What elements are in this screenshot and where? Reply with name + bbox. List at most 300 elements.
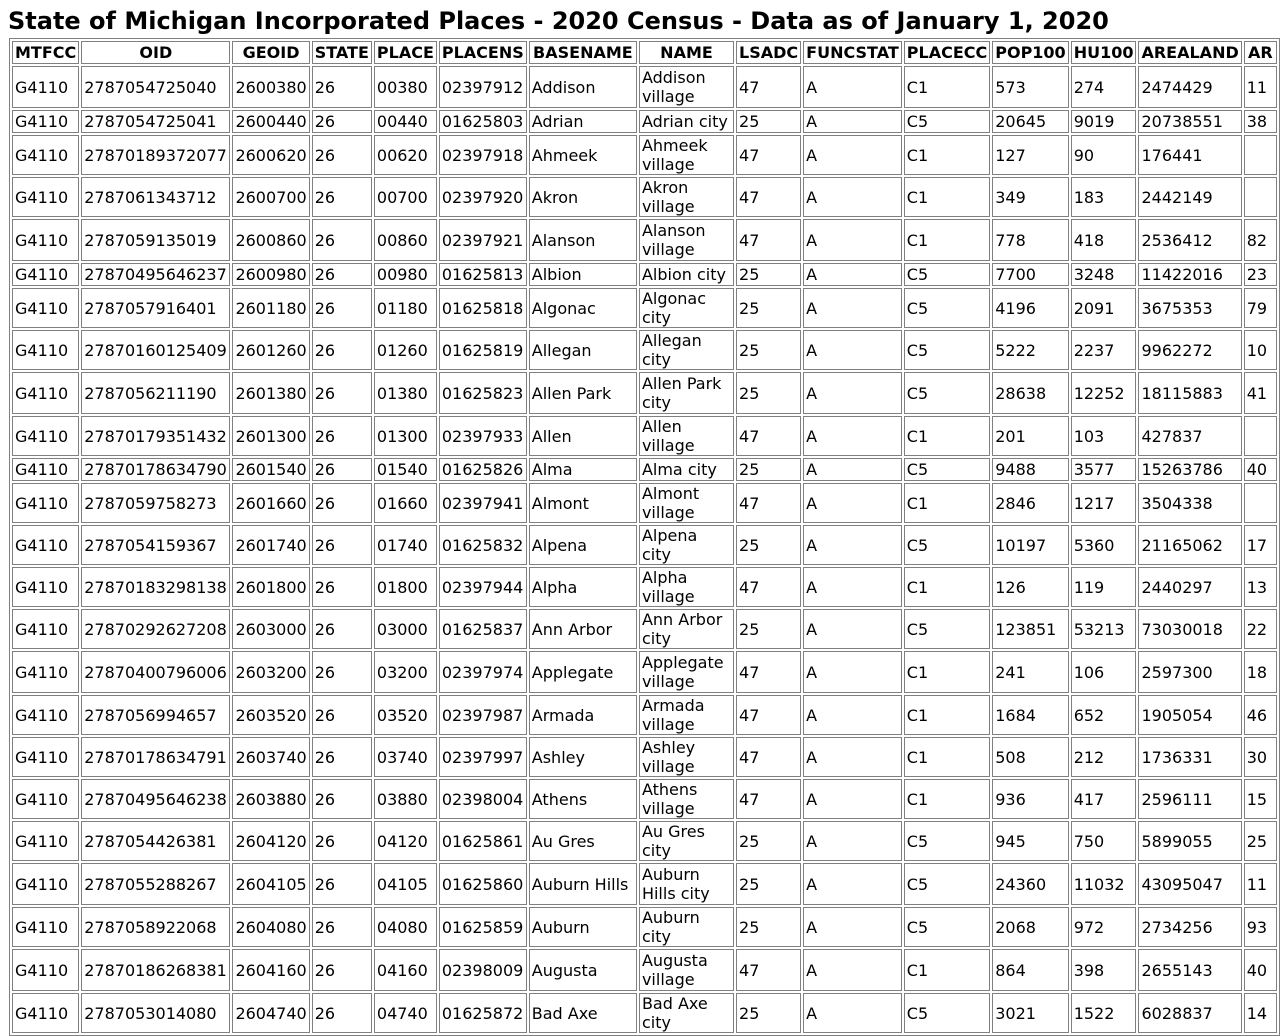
cell-geoid: 2601380 bbox=[232, 372, 309, 414]
cell-pop100: 126 bbox=[992, 567, 1068, 607]
cell-pop100: 123851 bbox=[992, 609, 1068, 649]
cell-mtfcc: G4110 bbox=[12, 737, 79, 777]
column-header-state: STATE bbox=[312, 41, 372, 64]
cell-arealand: 2440297 bbox=[1138, 567, 1241, 607]
cell-placens: 02397933 bbox=[439, 416, 527, 456]
cell-place: 00440 bbox=[374, 110, 437, 133]
cell-placens: 02397941 bbox=[439, 483, 527, 523]
table-row bbox=[12, 949, 1277, 991]
cell-ar: 30 bbox=[1244, 737, 1277, 777]
cell-basename: Adrian bbox=[529, 110, 637, 133]
cell-ar: 14 bbox=[1244, 993, 1277, 1033]
cell-pop100: 1684 bbox=[992, 695, 1068, 735]
cell-place: 01660 bbox=[374, 483, 437, 523]
cell-pop100: 4196 bbox=[992, 288, 1068, 328]
cell-hu100: 183 bbox=[1071, 177, 1137, 217]
cell-name: Adrian city bbox=[639, 110, 734, 133]
cell-lsadc: 47 bbox=[736, 135, 801, 175]
cell-name: Ann Arbor city bbox=[639, 609, 734, 649]
cell-oid: 27870183298138 bbox=[81, 567, 230, 607]
cell-hu100: 106 bbox=[1071, 651, 1137, 693]
cell-geoid: 2601800 bbox=[232, 567, 309, 607]
table-row bbox=[12, 993, 1277, 1033]
cell-ar: 38 bbox=[1244, 110, 1277, 133]
cell-geoid: 2601660 bbox=[232, 483, 309, 523]
cell-state: 26 bbox=[312, 567, 372, 607]
cell-hu100: 103 bbox=[1071, 416, 1137, 456]
cell-placecc: C5 bbox=[904, 863, 990, 905]
cell-arealand: 1905054 bbox=[1138, 695, 1241, 735]
cell-place: 04740 bbox=[374, 993, 437, 1033]
cell-placens: 02397921 bbox=[439, 219, 527, 261]
cell-state: 26 bbox=[312, 372, 372, 414]
cell-ar: 40 bbox=[1244, 458, 1277, 481]
cell-state: 26 bbox=[312, 907, 372, 947]
cell-funcstat: A bbox=[803, 779, 902, 819]
cell-mtfcc: G4110 bbox=[12, 416, 79, 456]
cell-arealand: 15263786 bbox=[1138, 458, 1241, 481]
table-row bbox=[12, 219, 1277, 261]
cell-hu100: 3577 bbox=[1071, 458, 1137, 481]
cell-pop100: 201 bbox=[992, 416, 1068, 456]
cell-name: Ahmeek village bbox=[639, 135, 734, 175]
cell-name: Au Gres city bbox=[639, 821, 734, 861]
cell-placens: 02397997 bbox=[439, 737, 527, 777]
cell-funcstat: A bbox=[803, 458, 902, 481]
cell-arealand: 18115883 bbox=[1138, 372, 1241, 414]
cell-ar: 13 bbox=[1244, 567, 1277, 607]
cell-pop100: 24360 bbox=[992, 863, 1068, 905]
cell-place: 04080 bbox=[374, 907, 437, 947]
table-row bbox=[12, 609, 1277, 649]
cell-mtfcc: G4110 bbox=[12, 651, 79, 693]
cell-ar: 18 bbox=[1244, 651, 1277, 693]
cell-geoid: 2604080 bbox=[232, 907, 309, 947]
cell-mtfcc: G4110 bbox=[12, 993, 79, 1033]
cell-hu100: 53213 bbox=[1071, 609, 1137, 649]
table-row bbox=[12, 135, 1277, 175]
cell-mtfcc: G4110 bbox=[12, 372, 79, 414]
cell-arealand: 2597300 bbox=[1138, 651, 1241, 693]
cell-oid: 2787054725041 bbox=[81, 110, 230, 133]
cell-name: Ashley village bbox=[639, 737, 734, 777]
cell-name: Allen Park city bbox=[639, 372, 734, 414]
cell-lsadc: 47 bbox=[736, 949, 801, 991]
cell-state: 26 bbox=[312, 288, 372, 328]
cell-pop100: 2068 bbox=[992, 907, 1068, 947]
cell-place: 00620 bbox=[374, 135, 437, 175]
cell-name: Alma city bbox=[639, 458, 734, 481]
cell-lsadc: 47 bbox=[736, 651, 801, 693]
cell-funcstat: A bbox=[803, 821, 902, 861]
cell-arealand: 20738551 bbox=[1138, 110, 1241, 133]
cell-geoid: 2603740 bbox=[232, 737, 309, 777]
cell-arealand: 21165062 bbox=[1138, 525, 1241, 565]
cell-name: Addison village bbox=[639, 66, 734, 108]
cell-pop100: 3021 bbox=[992, 993, 1068, 1033]
cell-place: 04160 bbox=[374, 949, 437, 991]
cell-lsadc: 25 bbox=[736, 330, 801, 370]
cell-pop100: 2846 bbox=[992, 483, 1068, 523]
cell-hu100: 398 bbox=[1071, 949, 1137, 991]
cell-basename: Ahmeek bbox=[529, 135, 637, 175]
column-header-arealand: AREALAND bbox=[1138, 41, 1241, 64]
cell-arealand: 176441 bbox=[1138, 135, 1241, 175]
cell-mtfcc: G4110 bbox=[12, 263, 79, 286]
cell-placens: 01625826 bbox=[439, 458, 527, 481]
cell-ar: 10 bbox=[1244, 330, 1277, 370]
cell-lsadc: 47 bbox=[736, 66, 801, 108]
cell-hu100: 1522 bbox=[1071, 993, 1137, 1033]
cell-funcstat: A bbox=[803, 907, 902, 947]
cell-basename: Almont bbox=[529, 483, 637, 523]
cell-place: 04120 bbox=[374, 821, 437, 861]
cell-placens: 01625860 bbox=[439, 863, 527, 905]
cell-mtfcc: G4110 bbox=[12, 135, 79, 175]
cell-place: 01380 bbox=[374, 372, 437, 414]
cell-arealand: 2734256 bbox=[1138, 907, 1241, 947]
cell-oid: 2787058922068 bbox=[81, 907, 230, 947]
cell-ar: 40 bbox=[1244, 949, 1277, 991]
column-header-lsadc: LSADC bbox=[736, 41, 801, 64]
cell-lsadc: 47 bbox=[736, 219, 801, 261]
cell-arealand: 43095047 bbox=[1138, 863, 1241, 905]
cell-ar: 11 bbox=[1244, 66, 1277, 108]
cell-state: 26 bbox=[312, 219, 372, 261]
table-row bbox=[12, 177, 1277, 217]
cell-placecc: C1 bbox=[904, 219, 990, 261]
cell-geoid: 2601180 bbox=[232, 288, 309, 328]
cell-pop100: 936 bbox=[992, 779, 1068, 819]
cell-name: Augusta village bbox=[639, 949, 734, 991]
cell-funcstat: A bbox=[803, 263, 902, 286]
cell-placecc: C5 bbox=[904, 609, 990, 649]
cell-hu100: 418 bbox=[1071, 219, 1137, 261]
cell-funcstat: A bbox=[803, 330, 902, 370]
table-row bbox=[12, 110, 1277, 133]
cell-lsadc: 47 bbox=[736, 416, 801, 456]
cell-geoid: 2604740 bbox=[232, 993, 309, 1033]
cell-place: 01300 bbox=[374, 416, 437, 456]
cell-placecc: C1 bbox=[904, 177, 990, 217]
cell-placens: 02397987 bbox=[439, 695, 527, 735]
cell-state: 26 bbox=[312, 177, 372, 217]
cell-place: 01260 bbox=[374, 330, 437, 370]
cell-hu100: 5360 bbox=[1071, 525, 1137, 565]
table-row bbox=[12, 288, 1277, 328]
cell-name: Bad Axe city bbox=[639, 993, 734, 1033]
cell-geoid: 2603200 bbox=[232, 651, 309, 693]
cell-pop100: 349 bbox=[992, 177, 1068, 217]
cell-name: Algonac city bbox=[639, 288, 734, 328]
cell-mtfcc: G4110 bbox=[12, 288, 79, 328]
cell-oid: 2787061343712 bbox=[81, 177, 230, 217]
cell-mtfcc: G4110 bbox=[12, 110, 79, 133]
cell-placens: 02397918 bbox=[439, 135, 527, 175]
cell-basename: Au Gres bbox=[529, 821, 637, 861]
cell-hu100: 11032 bbox=[1071, 863, 1137, 905]
cell-funcstat: A bbox=[803, 177, 902, 217]
cell-placecc: C1 bbox=[904, 416, 990, 456]
cell-state: 26 bbox=[312, 779, 372, 819]
cell-funcstat: A bbox=[803, 288, 902, 328]
header-row bbox=[12, 41, 1277, 64]
cell-funcstat: A bbox=[803, 525, 902, 565]
cell-name: Alpha village bbox=[639, 567, 734, 607]
cell-geoid: 2603880 bbox=[232, 779, 309, 819]
cell-arealand: 3675353 bbox=[1138, 288, 1241, 328]
cell-placens: 01625803 bbox=[439, 110, 527, 133]
cell-name: Almont village bbox=[639, 483, 734, 523]
cell-basename: Addison bbox=[529, 66, 637, 108]
cell-geoid: 2600700 bbox=[232, 177, 309, 217]
cell-hu100: 9019 bbox=[1071, 110, 1137, 133]
cell-mtfcc: G4110 bbox=[12, 609, 79, 649]
cell-lsadc: 25 bbox=[736, 263, 801, 286]
cell-placecc: C1 bbox=[904, 66, 990, 108]
cell-funcstat: A bbox=[803, 993, 902, 1033]
cell-ar: 46 bbox=[1244, 695, 1277, 735]
cell-lsadc: 25 bbox=[736, 110, 801, 133]
cell-geoid: 2604120 bbox=[232, 821, 309, 861]
cell-arealand: 3504338 bbox=[1138, 483, 1241, 523]
cell-arealand: 2655143 bbox=[1138, 949, 1241, 991]
column-header-place: PLACE bbox=[374, 41, 437, 64]
cell-state: 26 bbox=[312, 737, 372, 777]
cell-oid: 27870179351432 bbox=[81, 416, 230, 456]
cell-geoid: 2600980 bbox=[232, 263, 309, 286]
cell-arealand: 2474429 bbox=[1138, 66, 1241, 108]
cell-lsadc: 25 bbox=[736, 372, 801, 414]
cell-ar bbox=[1244, 483, 1277, 523]
cell-mtfcc: G4110 bbox=[12, 695, 79, 735]
cell-placecc: C5 bbox=[904, 821, 990, 861]
table-row bbox=[12, 567, 1277, 607]
cell-mtfcc: G4110 bbox=[12, 330, 79, 370]
cell-lsadc: 47 bbox=[736, 483, 801, 523]
cell-funcstat: A bbox=[803, 135, 902, 175]
cell-place: 00700 bbox=[374, 177, 437, 217]
cell-basename: Auburn bbox=[529, 907, 637, 947]
cell-mtfcc: G4110 bbox=[12, 907, 79, 947]
cell-lsadc: 25 bbox=[736, 458, 801, 481]
cell-ar: 15 bbox=[1244, 779, 1277, 819]
cell-placecc: C5 bbox=[904, 288, 990, 328]
cell-funcstat: A bbox=[803, 651, 902, 693]
cell-basename: Alpena bbox=[529, 525, 637, 565]
cell-ar: 17 bbox=[1244, 525, 1277, 565]
cell-geoid: 2601260 bbox=[232, 330, 309, 370]
column-header-basename: BASENAME bbox=[529, 41, 637, 64]
cell-basename: Allen bbox=[529, 416, 637, 456]
table-row bbox=[12, 525, 1277, 565]
cell-state: 26 bbox=[312, 525, 372, 565]
cell-lsadc: 25 bbox=[736, 525, 801, 565]
table-row bbox=[12, 330, 1277, 370]
cell-place: 04105 bbox=[374, 863, 437, 905]
cell-place: 03740 bbox=[374, 737, 437, 777]
table-row bbox=[12, 651, 1277, 693]
cell-basename: Albion bbox=[529, 263, 637, 286]
cell-placens: 02397974 bbox=[439, 651, 527, 693]
cell-name: Auburn Hills city bbox=[639, 863, 734, 905]
cell-oid: 27870495646238 bbox=[81, 779, 230, 819]
cell-oid: 2787057916401 bbox=[81, 288, 230, 328]
cell-geoid: 2603000 bbox=[232, 609, 309, 649]
cell-lsadc: 47 bbox=[736, 177, 801, 217]
column-header-hu100: HU100 bbox=[1071, 41, 1137, 64]
cell-pop100: 20645 bbox=[992, 110, 1068, 133]
cell-pop100: 778 bbox=[992, 219, 1068, 261]
cell-name: Auburn city bbox=[639, 907, 734, 947]
cell-basename: Athens bbox=[529, 779, 637, 819]
cell-ar: 23 bbox=[1244, 263, 1277, 286]
cell-state: 26 bbox=[312, 263, 372, 286]
cell-ar: 11 bbox=[1244, 863, 1277, 905]
cell-placens: 01625813 bbox=[439, 263, 527, 286]
cell-state: 26 bbox=[312, 949, 372, 991]
cell-pop100: 9488 bbox=[992, 458, 1068, 481]
cell-hu100: 119 bbox=[1071, 567, 1137, 607]
table-row bbox=[12, 737, 1277, 777]
cell-hu100: 2091 bbox=[1071, 288, 1137, 328]
column-header-name: NAME bbox=[639, 41, 734, 64]
cell-placecc: C5 bbox=[904, 907, 990, 947]
cell-place: 01800 bbox=[374, 567, 437, 607]
cell-pop100: 127 bbox=[992, 135, 1068, 175]
cell-geoid: 2601300 bbox=[232, 416, 309, 456]
cell-placens: 01625823 bbox=[439, 372, 527, 414]
cell-place: 01740 bbox=[374, 525, 437, 565]
cell-placecc: C1 bbox=[904, 737, 990, 777]
places-table bbox=[9, 38, 1280, 1036]
cell-oid: 2787054426381 bbox=[81, 821, 230, 861]
cell-funcstat: A bbox=[803, 609, 902, 649]
cell-placens: 02398004 bbox=[439, 779, 527, 819]
cell-name: Akron village bbox=[639, 177, 734, 217]
table-row bbox=[12, 263, 1277, 286]
cell-mtfcc: G4110 bbox=[12, 458, 79, 481]
cell-basename: Bad Axe bbox=[529, 993, 637, 1033]
cell-basename: Armada bbox=[529, 695, 637, 735]
cell-oid: 2787053014080 bbox=[81, 993, 230, 1033]
cell-pop100: 10197 bbox=[992, 525, 1068, 565]
cell-basename: Allen Park bbox=[529, 372, 637, 414]
cell-state: 26 bbox=[312, 458, 372, 481]
table-body bbox=[12, 66, 1277, 1033]
cell-arealand: 1736331 bbox=[1138, 737, 1241, 777]
cell-ar: 82 bbox=[1244, 219, 1277, 261]
cell-state: 26 bbox=[312, 135, 372, 175]
cell-hu100: 417 bbox=[1071, 779, 1137, 819]
cell-lsadc: 25 bbox=[736, 609, 801, 649]
cell-arealand: 2596111 bbox=[1138, 779, 1241, 819]
cell-placens: 02397920 bbox=[439, 177, 527, 217]
column-header-placens: PLACENS bbox=[439, 41, 527, 64]
cell-placecc: C5 bbox=[904, 263, 990, 286]
cell-lsadc: 47 bbox=[736, 737, 801, 777]
cell-placecc: C5 bbox=[904, 110, 990, 133]
cell-pop100: 508 bbox=[992, 737, 1068, 777]
cell-basename: Algonac bbox=[529, 288, 637, 328]
cell-state: 26 bbox=[312, 863, 372, 905]
table-row bbox=[12, 863, 1277, 905]
cell-oid: 2787054159367 bbox=[81, 525, 230, 565]
cell-funcstat: A bbox=[803, 110, 902, 133]
cell-basename: Auburn Hills bbox=[529, 863, 637, 905]
cell-hu100: 90 bbox=[1071, 135, 1137, 175]
column-header-ar: AR bbox=[1244, 41, 1277, 64]
table-row bbox=[12, 907, 1277, 947]
cell-name: Allen village bbox=[639, 416, 734, 456]
cell-arealand: 11422016 bbox=[1138, 263, 1241, 286]
cell-basename: Augusta bbox=[529, 949, 637, 991]
cell-funcstat: A bbox=[803, 695, 902, 735]
cell-state: 26 bbox=[312, 416, 372, 456]
cell-place: 01180 bbox=[374, 288, 437, 328]
cell-funcstat: A bbox=[803, 416, 902, 456]
table-row bbox=[12, 695, 1277, 735]
cell-arealand: 6028837 bbox=[1138, 993, 1241, 1033]
cell-pop100: 945 bbox=[992, 821, 1068, 861]
cell-oid: 27870178634791 bbox=[81, 737, 230, 777]
cell-oid: 27870189372077 bbox=[81, 135, 230, 175]
table-row bbox=[12, 458, 1277, 481]
cell-arealand: 73030018 bbox=[1138, 609, 1241, 649]
cell-hu100: 212 bbox=[1071, 737, 1137, 777]
cell-oid: 27870292627208 bbox=[81, 609, 230, 649]
cell-geoid: 2601740 bbox=[232, 525, 309, 565]
cell-oid: 2787056211190 bbox=[81, 372, 230, 414]
table-row bbox=[12, 416, 1277, 456]
cell-state: 26 bbox=[312, 110, 372, 133]
cell-oid: 27870160125409 bbox=[81, 330, 230, 370]
cell-pop100: 7700 bbox=[992, 263, 1068, 286]
cell-lsadc: 25 bbox=[736, 821, 801, 861]
table-row bbox=[12, 779, 1277, 819]
cell-mtfcc: G4110 bbox=[12, 525, 79, 565]
cell-geoid: 2600860 bbox=[232, 219, 309, 261]
cell-lsadc: 25 bbox=[736, 288, 801, 328]
cell-funcstat: A bbox=[803, 66, 902, 108]
cell-ar: 25 bbox=[1244, 821, 1277, 861]
cell-placecc: C5 bbox=[904, 525, 990, 565]
cell-placens: 02398009 bbox=[439, 949, 527, 991]
cell-ar bbox=[1244, 135, 1277, 175]
cell-name: Athens village bbox=[639, 779, 734, 819]
cell-placecc: C5 bbox=[904, 458, 990, 481]
cell-pop100: 241 bbox=[992, 651, 1068, 693]
cell-basename: Ann Arbor bbox=[529, 609, 637, 649]
cell-state: 26 bbox=[312, 609, 372, 649]
cell-arealand: 2536412 bbox=[1138, 219, 1241, 261]
cell-placecc: C1 bbox=[904, 483, 990, 523]
cell-place: 03000 bbox=[374, 609, 437, 649]
table-row bbox=[12, 483, 1277, 523]
cell-placecc: C5 bbox=[904, 330, 990, 370]
cell-state: 26 bbox=[312, 993, 372, 1033]
cell-oid: 2787055288267 bbox=[81, 863, 230, 905]
cell-place: 03520 bbox=[374, 695, 437, 735]
cell-mtfcc: G4110 bbox=[12, 66, 79, 108]
cell-place: 03200 bbox=[374, 651, 437, 693]
cell-place: 00860 bbox=[374, 219, 437, 261]
cell-placecc: C1 bbox=[904, 567, 990, 607]
cell-geoid: 2600440 bbox=[232, 110, 309, 133]
cell-oid: 2787059135019 bbox=[81, 219, 230, 261]
cell-placens: 01625837 bbox=[439, 609, 527, 649]
table-row bbox=[12, 66, 1277, 108]
